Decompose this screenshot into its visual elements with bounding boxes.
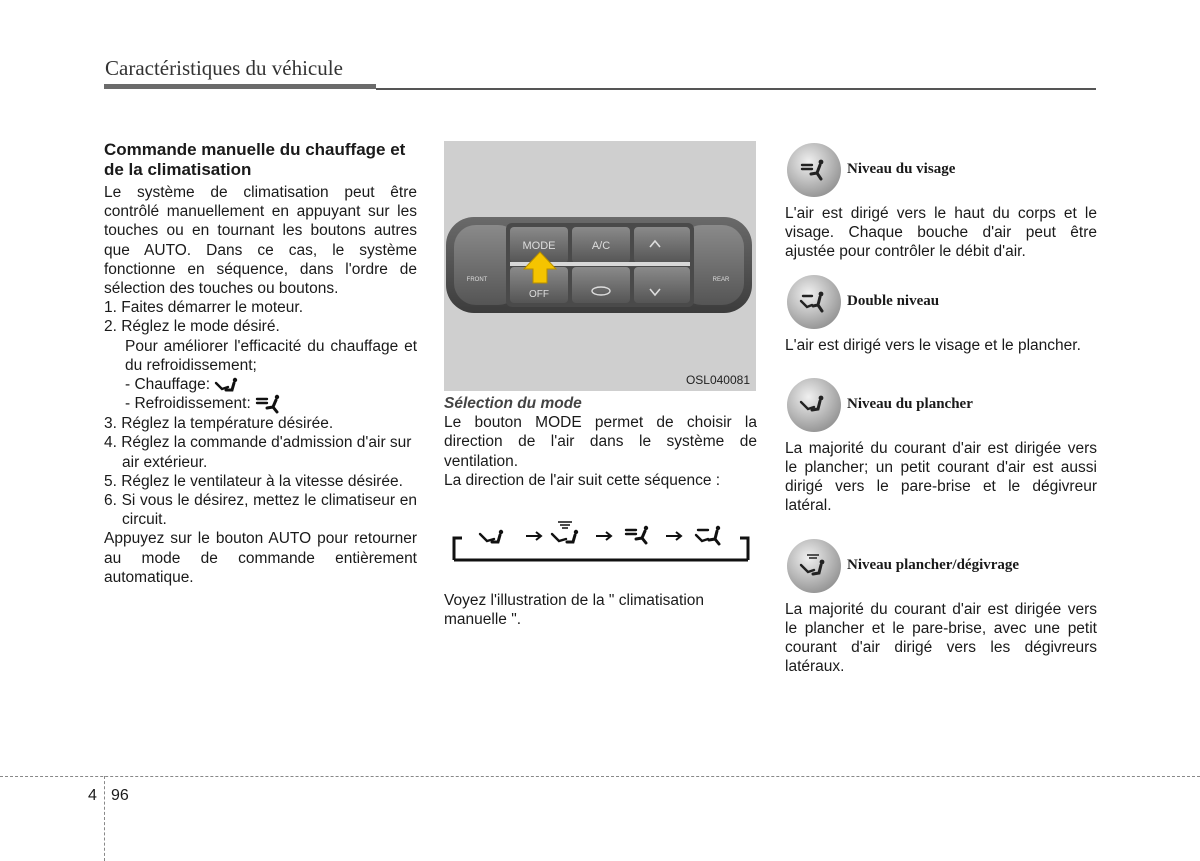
mode-floor-defrost-label: Niveau plancher/dégivrage [847, 557, 1020, 574]
footer-divider [0, 776, 1200, 777]
airflow-sequence-diagram [450, 518, 752, 568]
heating-line [104, 375, 417, 394]
arrow-right-icon [526, 532, 541, 540]
mode-bilevel-text: L'air est dirigé vers le visage et le plancher. [785, 336, 1081, 354]
sequence-intro: La direction de l'air suit cette séquence : [444, 471, 721, 489]
rear-button-label: REAR [712, 277, 730, 283]
title-rule-line [376, 88, 1096, 90]
step-5: 5. Réglez le ventilateur à la vitesse désirée. [104, 472, 403, 490]
step-2: 2. Réglez le mode désiré. [104, 318, 280, 336]
face-vent-icon [787, 143, 841, 197]
face-vent-icon [255, 394, 283, 414]
mode-bilevel-label: Double niveau [847, 293, 940, 309]
mode-face-text: L'air est dirigé vers le haut du corps et le visage. Chaque bouche d'air peut être ajustée pour contrôler le débit d'air. [785, 205, 1097, 261]
photo-caption: Sélection du mode [444, 395, 582, 412]
outro-paragraph: Appuyez sur le bouton AUTO pour retourner au mode de commande entièrement automatique. [104, 530, 417, 586]
floor-vent-icon [214, 377, 242, 393]
mode-floor-label: Niveau du plancher [847, 396, 973, 413]
section-title: Caractéristiques du véhicule [105, 56, 343, 80]
middle-column-note [444, 591, 757, 629]
face-vent-icon [626, 526, 648, 543]
mode-floor-text: La majorité du courant d'air est dirigée vers le plancher; un petit courant d'air est aussi dirigé vers le pare-brise et le dégivreur latéral. [785, 439, 1097, 515]
ac-button-label: A/C [591, 240, 611, 252]
see-illustration-note: Voyez l'illustration de la " climatisation manuelle ". [444, 592, 705, 629]
intro-paragraph: Le système de climatisation peut être contrôlé manuellement en appuyant sur les touches ou en tournant les boutons autres que AUTO. Dans ce cas, le système fonctionne en séquence, dans l'ordre de sélection des touches ou boutons. [104, 184, 417, 298]
middle-column [444, 394, 757, 490]
mode-button-label: MODE [522, 240, 556, 252]
footer-margin-line [104, 776, 105, 861]
photo-code: OSL040081 [685, 373, 750, 387]
left-column [104, 140, 417, 587]
heating-label: - Chauffage: [125, 376, 211, 394]
step-1: 1. Faites démarrer le moteur. [104, 299, 303, 317]
mode-button-description: Le bouton MODE permet de choisir la direction de l'air dans le système de ventilation. [444, 414, 757, 470]
floor-vent-icon [480, 530, 503, 542]
arrow-right-icon [596, 532, 611, 540]
step-3: 3. Réglez la température désirée. [104, 415, 334, 433]
off-button-label: OFF [529, 289, 549, 300]
step-6: 6. Si vous le désirez, mettez le climatiseur en circuit. [104, 492, 417, 529]
chapter-number: 4 [88, 787, 97, 804]
bi-level-vent-icon [787, 275, 841, 329]
title-rule [104, 84, 376, 89]
page-number: 96 [111, 787, 129, 804]
floor-defrost-vent-icon [552, 522, 578, 542]
mode-bilevel [785, 278, 1097, 326]
mode-face-label: Niveau du visage [847, 161, 956, 178]
mode-face [785, 146, 1097, 194]
right-column [785, 146, 1097, 676]
mode-floor-defrost [785, 542, 1097, 590]
climate-panel-photo [444, 141, 756, 391]
climate-panel-illustration [444, 141, 756, 391]
bi-level-vent-icon [696, 526, 720, 544]
cooling-label: - Refroidissement: [125, 395, 251, 413]
floor-vent-icon [787, 378, 841, 432]
step-4: 4. Réglez la commande d'admission d'air sur air extérieur. [104, 434, 412, 471]
front-button-label: FRONT [466, 277, 488, 283]
cooling-line [104, 394, 417, 414]
step-2-note: Pour améliorer l'efficacité du chauffage et du refroidissement; [125, 337, 417, 374]
floor-defrost-vent-icon [787, 539, 841, 593]
mode-floor-defrost-text: La majorité du courant d'air est dirigée vers le plancher et le pare-brise, avec une petit courant d'air dirigé vers les dégivreurs latéraux. [785, 600, 1097, 676]
arrow-right-icon [666, 532, 681, 540]
mode-floor [785, 381, 1097, 429]
heading-manual-control: Commande manuelle du chauffage et de la climatisation [104, 140, 406, 179]
